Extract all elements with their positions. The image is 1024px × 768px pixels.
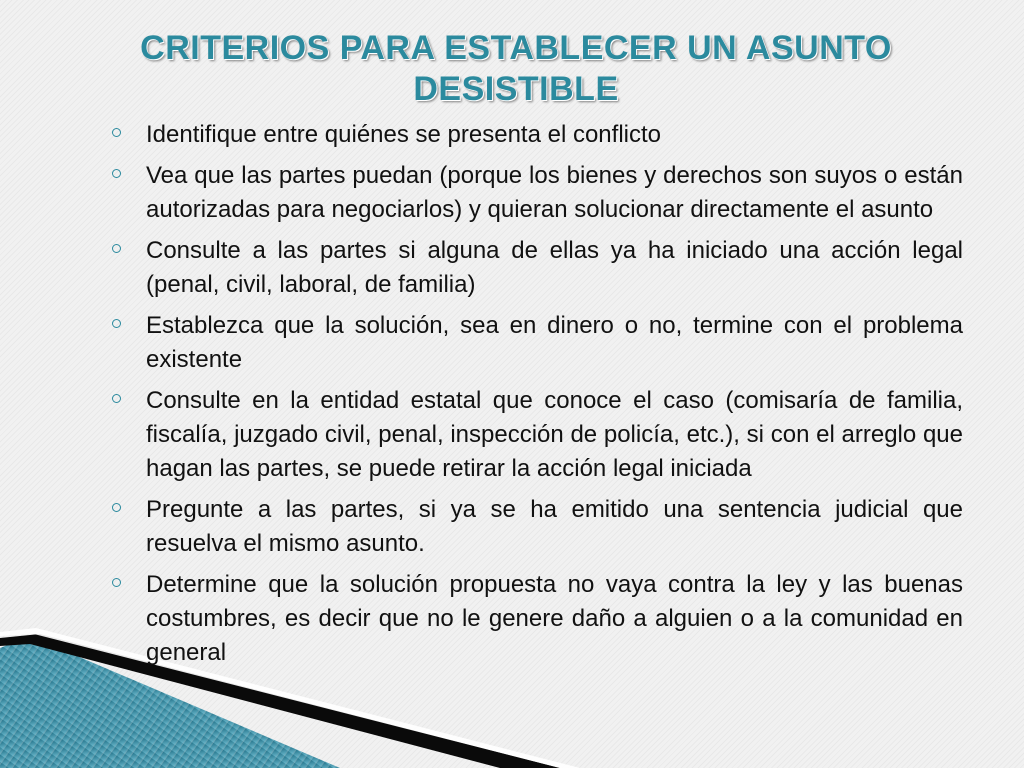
- list-item: [110, 309, 963, 377]
- list-item: [110, 159, 963, 227]
- list-item: [110, 234, 963, 302]
- list-item-text: Determine que la solución propuesta no vaya contra la ley y las buenas costumbres, es decir que no le genere daño a alguien o a la comunidad en general: [146, 571, 963, 666]
- circle-bullet-icon: [112, 503, 121, 512]
- list-item: [110, 384, 963, 486]
- slide-title: CRITERIOS PARA ESTABLECER UN ASUNTO DESISTIBLE: [140, 29, 892, 108]
- list-item: [110, 568, 963, 670]
- list-item-text: Consulte en la entidad estatal que conoce el caso (comisaría de familia, fiscalía, juzgado civil, penal, inspección de policía, etc.), si con el arreglo que hagan las partes, se puede retirar la acción legal iniciada: [146, 387, 963, 482]
- circle-bullet-icon: [112, 169, 121, 178]
- circle-bullet-icon: [112, 578, 121, 587]
- list-item-text: Consulte a las partes si alguna de ellas ya ha iniciado una acción legal (penal, civil, laboral, de familia): [146, 237, 963, 298]
- circle-bullet-icon: [112, 244, 121, 253]
- list-item-text: Establezca que la solución, sea en dinero o no, termine con el problema existente: [146, 312, 963, 373]
- circle-bullet-icon: [112, 319, 121, 328]
- list-item-text: Pregunte a las partes, si ya se ha emitido una sentencia judicial que resuelva el mismo asunto.: [146, 496, 963, 557]
- list-item: [110, 118, 963, 152]
- bullet-list: [110, 118, 963, 677]
- list-item-text: Identifique entre quiénes se presenta el conflicto: [146, 121, 662, 148]
- circle-bullet-icon: [112, 394, 121, 403]
- list-item-text: Vea que las partes puedan (porque los bienes y derechos son suyos o están autorizadas para negociarlos) y quieran solucionar directamente el asunto: [146, 162, 963, 223]
- circle-bullet-icon: [112, 128, 121, 137]
- list-item: [110, 493, 963, 561]
